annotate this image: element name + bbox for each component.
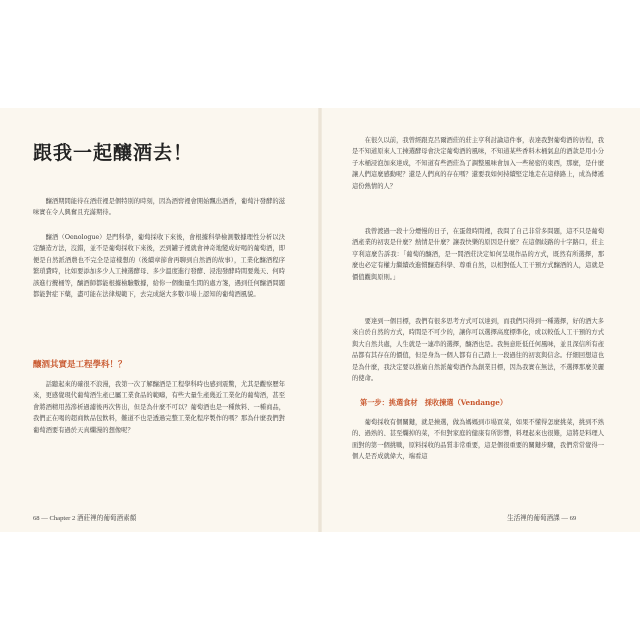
left-section-heading: 釀酒其實是工程學科！？ [33, 360, 127, 370]
book-spread [0, 108, 640, 532]
right-page [320, 108, 640, 532]
right-paragraph-1: 在很久以前，我曾經跟克呂爾酒莊的莊主亨利討論這件事，表達我對葡萄酒的彷徨，我是不知道原來人工揀選酵母會決定葡萄酒的風味，不知道某些香料木桶氣息的酒款是用小分子木桶浸泡加來達成，不知道有些酒莊為了調整風味會加入一些秘密的東西，那麼，是什麼讓人們這麼感動呢？還是人們真的存在嗎？還要我如何持續堅定地走在這條路上，成為傳遞這份熱情的人？ [352, 137, 604, 190]
left-paragraph-1: 釀酒期間能待在酒莊裡是個特別的時刻，因為酒窖裡會開始飄出酒香，葡萄汁發酵的滋味實在令人興奮且充滿期待。 [33, 198, 285, 217]
right-section-heading: 第一步：挑選食材 採收揀選（Vendange） [360, 398, 508, 407]
right-paragraph-2: 我曾渡過一段十分煙慢的日子，在蛋殼時間裡，我問了自己非常多問題，這不只是葡萄酒產業的初衷是什麼？熱情是什麼？讓我快樂的原因是什麼？在這個歧路的十字路口，莊主亨利這麼告訴我：「葡萄的釀酒，是一間酒莊決定如何呈現作品的方式，既然有所選擇，那麼也必定有權力繼續改進慣釀造科學、尊重自然，以相對低人工干預方式釀酒的人，這就是價值觀與原則。」 [352, 228, 604, 281]
right-paragraph-3: 要達到一個目標，我們有很多思考方式可以達到，而我們只得到一種選擇，好的酒大多來自於自然的方式，時間是不可少的，讓你可以選擇高度標準化，或以較低人工干預的方式與大自然共處，人生就是一連串的選擇，釀酒也是。我無意貶低任何風味，並且深信所有產品都有其存在的價值，但是身為一個人都有自己踏上一段過往的初衷與信念。仔細回想這也是為什麼，我決定要以推廣自然派葡萄酒作為創業目標，因為我實在無法，不選擇那麼美麗的使命。 [352, 318, 604, 383]
chapter-title: 跟我一起釀酒去！ [33, 142, 194, 164]
right-paragraph-4: 葡萄採收有個關鍵，就是揀選，做為媽媽到市場買菜，如果不懂得怎麼挑菜，挑到不熟的、過熟的、甚至爛掉的菜，不但對家庭的健康有所影響，料理起來也很難，這將是料理人面對的第一個挑戰，原料採收的品質非常重要，這是個很重要的關鍵步驟，我們常常覺得一個人是否成就偉大，端看這 [352, 419, 604, 461]
left-paragraph-3: 話聽起來的確很不浪漫，我第一次了解釀酒是工程學科時也感到震驚，尤其是觀察歷年來，更感覺現代葡萄酒生產已屬工業食品的範疇，有些大量生產幾近工業化的葡萄酒，甚至會將酒精用蒸滲析過濾後再次售出，但是為什麼不可以？葡萄酒也是一種飲料、一種商品，我們正在喝的超商飲品包飲料，難道不也是透過完整工業化程序製作的嗎？那為什麼我們對葡萄酒要有過於天真爛漫的想像呢？ [33, 381, 285, 434]
left-paragraph-2: 釀酒（Oenologue）是門科學，葡萄採收下來後，會根據科學檢測數據理性分析以決定釀造方法，沒錯，並不是葡萄採收下來後，丟到罐子裡就會神奇地變成好喝的葡萄酒，即便是自然派酒農也不完全是這樣想的（後續章節會再聊到自然酒的故事），工業化釀酒程序繁瑣費時，比如要添加多少人工揀選酵母、多少溫度進行發酵、浸泡發酵時間要幾天、何時該進行攪桶等，釀酒師都能根據檢驗數據，給你一個衡量生間的處方箋，遇到任何釀酒問題都能對症下藥，盡可能在法律規範下，去完成絕大多數市場上認知的葡萄酒風貌。 [33, 234, 285, 299]
left-page-footer: 68 — Chapter 2 酒莊裡的葡萄酒素顏 [33, 515, 137, 522]
right-page-footer: 生活裡的葡萄酒課 — 69 [507, 515, 577, 522]
left-page [0, 108, 320, 532]
